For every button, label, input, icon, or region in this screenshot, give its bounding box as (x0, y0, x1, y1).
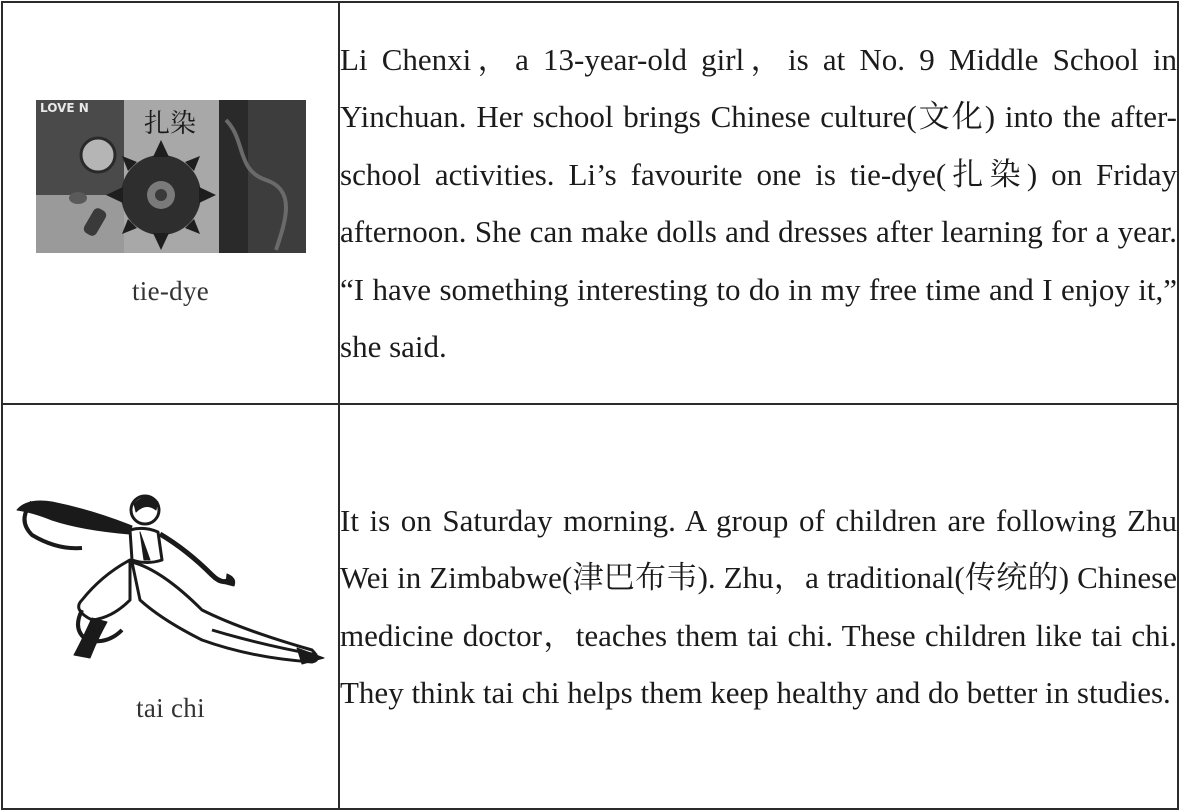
paragraph-tai-chi: It is on Saturday morning. A group of children are following Zhu Wei in Zimbabwe(津巴布韦). Zhu，a traditional(传统的) Chinese medicine doctor，teaches them tai chi. These children like tai chi. They think tai chi helps them keep healthy and do better in studies. (340, 502, 1177, 710)
image-cell-tai-chi (2, 404, 339, 809)
photo-chinese-title: 扎染 (143, 108, 196, 139)
table-row-tai-chi (2, 404, 1178, 809)
paragraph-tie-dye: Li Chenxi，a 13-year-old girl，is at No. 9 Middle School in Yinchuan. Her school brings Chinese culture(文化) into the after-school activities. Li’s favourite one is tie-dye(扎染) on Friday afternoon. She can make dolls and dresses after learning for a year. “I have something interesting to do in my free time and I enjoy it,” she said. (340, 41, 1177, 364)
text-cell-tie-dye (339, 2, 1178, 404)
caption-tai-chi: tai chi (136, 692, 205, 723)
photo-love-text: LOVE N (39, 100, 89, 115)
caption-tie-dye: tie-dye (131, 275, 210, 306)
activity-table (1, 1, 1179, 810)
table-row-tie-dye (2, 2, 1178, 404)
tai-chi-figure-icon (12, 490, 330, 675)
image-cell-tie-dye (2, 2, 339, 404)
text-cell-tai-chi (339, 404, 1178, 809)
tie-dye-photo (36, 100, 306, 253)
tie-dye-image (36, 100, 306, 253)
